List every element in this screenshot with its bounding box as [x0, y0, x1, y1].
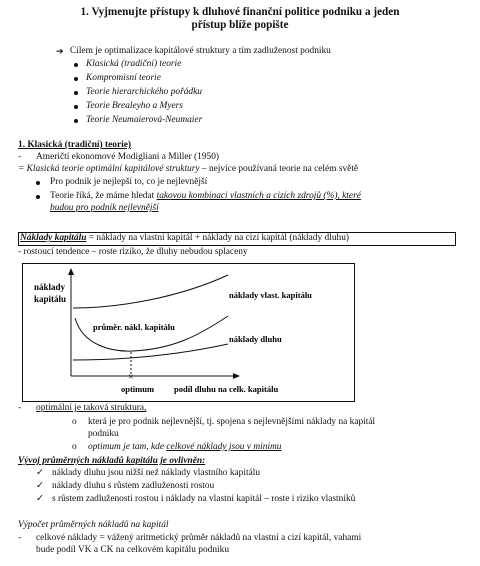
- approach-item: Kompromisní teorie: [86, 73, 161, 83]
- series-label-average-cost: průměr. nákl. kapitálu: [93, 322, 175, 332]
- optimal-sub-item-cont: podniku: [88, 429, 119, 439]
- development-item: náklady dluhu s růstem zadluženosti rostou: [52, 481, 215, 491]
- series-label-debt-cost: náklady dluhu: [229, 334, 282, 344]
- cost-chart: [22, 263, 355, 402]
- dash-mark: -: [18, 533, 22, 543]
- definition-term: Náklady kapitálu: [20, 233, 87, 243]
- claim-emphasis-cont: budou pro podnik nejlevnější: [50, 203, 159, 213]
- classic-definition: [18, 164, 358, 175]
- x-axis-label: podíl dluhu na celk. kapitálu: [174, 384, 279, 394]
- y-axis-label-line1: náklady: [34, 282, 66, 292]
- series-line-equity-cost: [73, 275, 228, 308]
- optimum-label: optimum: [121, 384, 155, 394]
- bullet-icon: [74, 91, 78, 95]
- claim-item: [50, 191, 361, 202]
- optimal-sub-emphasis: celkové náklady jsou v minimu: [166, 442, 282, 452]
- y-axis-label-line2: kapitálu: [34, 294, 67, 304]
- cost-chart-svg: [23, 264, 354, 401]
- approach-item: Teorie Brealeyho a Myers: [86, 101, 183, 111]
- arrow-icon: ➔: [56, 46, 64, 56]
- calc-line: celkové náklady = vážený aritmetický průměr nákladů na vlastní a cizí kapitál, vahami: [36, 533, 362, 543]
- bullet-icon: [36, 195, 40, 199]
- definition-line: [20, 233, 349, 244]
- y-axis-arrow-icon: [68, 268, 74, 275]
- bullet-icon: [74, 63, 78, 67]
- page-title-line1: 1. Vyjmenujte přístupy k dluhové finanční politice podniku a jeden: [80, 6, 400, 18]
- goal-text: Cílem je optimalizace kapitálové struktury a tím zadluženost podniku: [70, 46, 331, 56]
- x-axis-arrow-icon: [233, 373, 240, 379]
- optimum-marker-icon: ×: [128, 372, 134, 383]
- bullet-icon: [74, 119, 78, 123]
- approach-item: Klasická (tradiční) teorie: [86, 59, 182, 69]
- classic-definition-term: = Klasická teorie optimální kapitálové struktury: [18, 164, 200, 174]
- series-label-equity-cost: náklady vlast. kapitálu: [229, 290, 312, 300]
- dash-mark: -: [18, 403, 22, 413]
- bullet-icon: [36, 181, 40, 185]
- development-item: s růstem zadluženosti rostou i náklady na vlastní kapitál – roste i riziko vlastníků: [52, 494, 356, 504]
- bullet-icon: [74, 77, 78, 81]
- page-title-line2: přístup blíže popište: [191, 19, 289, 31]
- authors-line: Američtí ekonomové Modigliani a Miller (1950): [36, 152, 220, 162]
- dash-mark: -: [18, 152, 22, 162]
- calc-heading: Výpočet průměrných nákladů na kapitál: [18, 520, 169, 530]
- definition-rest: = náklady na vlastní kapitál + náklady na cizí kapitál (náklady dluhu): [86, 233, 349, 243]
- check-icon: ✓: [36, 481, 44, 491]
- check-icon: ✓: [36, 468, 44, 478]
- classic-definition-rest: – nejvíce používaná teorie na celém světě: [199, 164, 359, 174]
- bullet-icon: [74, 105, 78, 109]
- development-item: náklady dluhu jsou nižší než náklady vlastního kapitálu: [52, 468, 261, 478]
- claim-item: Pro podnik je nejlepší to, co je nejlevnější: [50, 177, 208, 187]
- claim-emphasis: takovou kombinaci vlastních a cizích zdrojů (%), které: [156, 191, 361, 201]
- section-heading: 1. Klasická (tradiční) teorie): [18, 140, 131, 150]
- series-line-debt-cost: [73, 344, 228, 360]
- development-heading: Vývoj průměrných nákladů kapitálu je ovlivněn:: [18, 456, 206, 466]
- sub-bullet-icon: o: [72, 417, 77, 427]
- approach-item: Teorie Neumaierová-Neumaier: [86, 115, 203, 125]
- calc-line-cont: bude podíl VK a CK na celkovém kapitálu podniku: [36, 545, 230, 555]
- optimal-sub-item: [88, 442, 281, 453]
- claim-text: Teorie říká, že máme hledat: [50, 191, 157, 201]
- sub-bullet-icon: o: [72, 442, 77, 452]
- optimal-line: optimální je taková struktura,: [36, 403, 147, 413]
- optimal-sub-text: optimum je tam, kde: [88, 442, 167, 452]
- optimal-sub-item: která je pro podnik nejlevnější, tj. spojena s nejlevnějšími náklady na kapitál: [88, 417, 376, 427]
- approach-item: Teorie hierarchického pořádku: [86, 87, 202, 97]
- check-icon: ✓: [36, 494, 44, 504]
- trend-line: - rostoucí tendence – roste riziko, že dluhy nebudou splaceny: [18, 247, 248, 257]
